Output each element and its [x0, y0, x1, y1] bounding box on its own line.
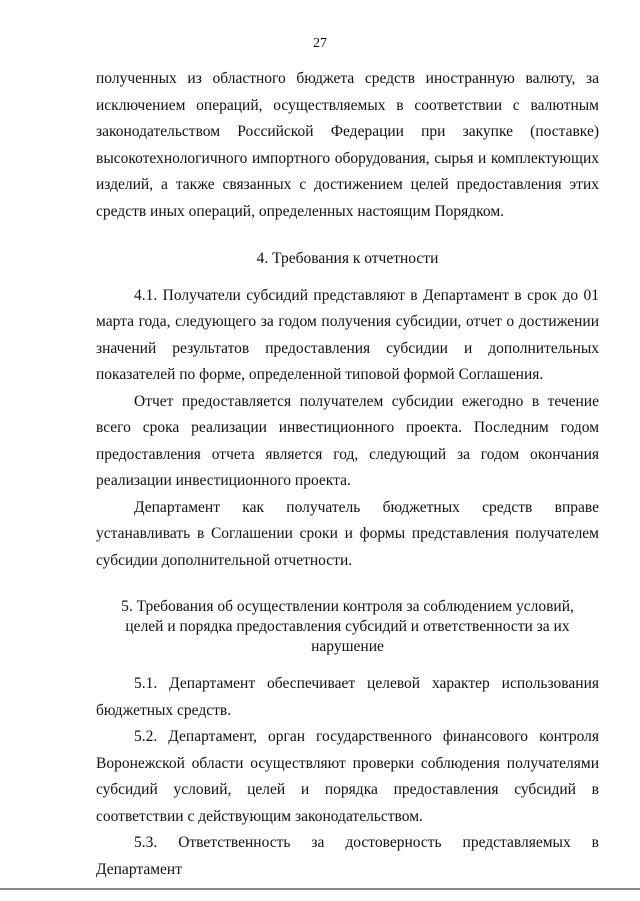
page-number: 27	[313, 36, 327, 51]
paragraph-5-2: 5.2. Департамент, орган государственного финансового контроля Воронежской области осуществляют проверки соблюдения получателями субсидий условий, целей и порядка предоставления субсидий в соответствии с действующим законодательством.	[96, 728, 599, 825]
paragraph-5-1: 5.1. Департамент обеспечивает целевой характер использования бюджетных средств.	[96, 675, 599, 719]
paragraph-5-3: 5.3. Ответственность за достоверность представляемых в Департамент	[96, 834, 599, 878]
section-4-heading: 4. Требования к отчетности	[256, 250, 439, 267]
paragraph-additional-reporting: Департамент как получатель бюджетных средств вправе устанавливать в Соглашении сроки и формы представления получателем субсидии дополнительной отчетности.	[96, 498, 599, 569]
section-5-heading: 5. Требования об осуществлении контроля за соблюдением условий, целей и порядка предоставления субсидий и ответственности за их нарушение	[121, 598, 574, 655]
paragraph-report-frequency: Отчет предоставляется получателем субсидии ежегодно в течение всего срока реализации инвестиционного проекта. Последним годом предоставления отчета является год, следующий за годом окончания реализации инвестиционного проекта.	[96, 392, 599, 489]
document-body	[96, 66, 599, 883]
bottom-border-line	[0, 888, 640, 890]
paragraph-continuation: полученных из областного бюджета средств иностранную валюту, за исключением операций, осуществляемых в соответствии с валютным законодательством Российской Федерации при закупке (поставке) высокотехнологичного импортного оборудования, сырья и комплектующих изделий, а также связанных с достижением целей предоставления этих средств иных операций, определенных настоящим Порядком.	[96, 70, 599, 220]
paragraph-4-1: 4.1. Получатели субсидий представляют в Департамент в срок до 01 марта года, следующего за годом получения субсидии, отчет о достижении значений результатов предоставления субсидии и дополнительных показателей по форме, определенной типовой формой Соглашения.	[96, 286, 599, 383]
